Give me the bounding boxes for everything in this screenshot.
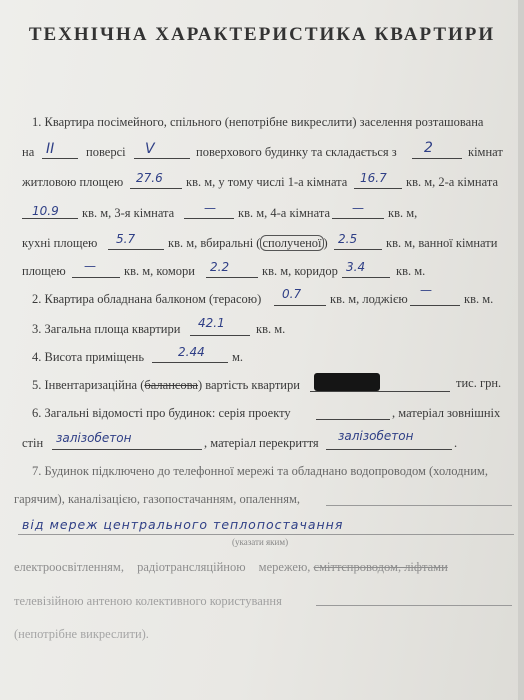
total-area-value: 42.1 <box>198 316 225 330</box>
underline <box>412 158 462 159</box>
underline <box>190 335 250 336</box>
p5-label <box>32 378 300 393</box>
p1-room3-label: кв. м, 3-я кімната <box>82 206 175 220</box>
underline <box>274 305 326 306</box>
p1-vbyralni <box>168 236 328 251</box>
p1-room1-label: кв. м, у тому числі 1-а кімната <box>186 175 348 189</box>
underline <box>18 534 514 535</box>
underline <box>326 449 452 450</box>
p1-kvm: кв. м, <box>388 206 418 220</box>
living-area-value: 27.6 <box>136 171 163 185</box>
p3-kvm: кв. м. <box>256 322 286 336</box>
p7-line-4 <box>14 560 448 575</box>
p3-label: 3. Загальна площа квартири <box>32 322 181 336</box>
underline <box>152 362 228 363</box>
p4-label: 4. Висота приміщень <box>32 350 145 364</box>
redaction-mark <box>314 373 380 391</box>
height-value: 2.44 <box>178 345 205 359</box>
p6-dot: . <box>454 436 458 450</box>
room3-value: — <box>204 201 216 215</box>
room1-value: 16.7 <box>360 171 387 185</box>
balcony-value: 0.7 <box>282 287 302 301</box>
p1-poversi: поверсі <box>86 145 126 159</box>
p6-perekryttia: , матеріал перекриття <box>204 436 319 450</box>
underline <box>334 249 382 250</box>
underline <box>184 218 234 219</box>
rooms-value: 2 <box>424 140 433 156</box>
p1-line-2b: поверхового будинку та складається з <box>196 145 397 159</box>
p7-line-6: (непотрібне викреслити). <box>14 627 149 641</box>
underline <box>206 277 258 278</box>
underline <box>410 305 460 306</box>
p2-loggia-label: кв. м, лоджією <box>330 292 408 306</box>
p1-kvm-end: кв. м. <box>396 264 426 278</box>
p7-hint: (указати яким) <box>232 537 289 547</box>
underline <box>310 391 450 392</box>
page-edge <box>518 0 524 700</box>
underline <box>134 158 190 159</box>
p1-vannoi: кв. м, ванної кімнати <box>386 236 498 250</box>
p7-line-4-a: електроосвітленням, радіотрансляційною мережею, <box>14 560 311 574</box>
underline <box>316 605 512 606</box>
p1-ploshcheyu: площею <box>22 264 66 278</box>
document-title: ТЕХНІЧНА ХАРАКТЕРИСТИКА КВАРТИРИ <box>28 24 496 45</box>
p1-line-1: 1. Квартира посімейного, спільного (непотрібне викреслити) заселення розташована <box>32 115 484 129</box>
underline <box>42 158 78 159</box>
loggia-value: — <box>420 283 432 297</box>
p4-m: м. <box>232 350 244 364</box>
p1-spoluchenoi: сполученої <box>262 236 322 250</box>
p5-balansova: балансова <box>144 378 198 392</box>
p2-label: 2. Квартира обладнана балконом (терасою) <box>32 292 262 306</box>
underline <box>316 419 390 420</box>
p1-na: на <box>22 145 35 159</box>
p7-line-5: телевізійною антеною колективного користування <box>14 594 282 608</box>
underline <box>354 188 402 189</box>
underline <box>342 277 390 278</box>
bathroom-value: — <box>84 259 96 273</box>
p1-close-paren: ) <box>323 236 328 250</box>
walls-value: залізобетон <box>56 431 132 445</box>
p2-kvm: кв. м. <box>464 292 494 306</box>
p1-kimnat: кімнат <box>468 145 503 159</box>
p1-kukhni: кухні площею <box>22 236 98 250</box>
floors-material-value: залізобетон <box>338 429 414 443</box>
p7-smittie: сміттєпроводом, ліфтами <box>313 560 448 574</box>
p7-line-1: 7. Будинок підключено до телефонної мережі та обладнано водопроводом (холодним, <box>32 464 488 478</box>
p6-material: , матеріал зовнішніх <box>392 406 501 420</box>
underline <box>52 449 202 450</box>
wc-value: 2.5 <box>338 232 358 246</box>
underline <box>332 218 384 219</box>
room4-value: — <box>352 201 364 215</box>
storeys-value: V <box>145 141 155 157</box>
p1-komory: кв. м, комори <box>124 264 195 278</box>
corridor-value: 3.4 <box>346 260 366 274</box>
room2-value: 10.9 <box>32 204 59 218</box>
p5-label-b: ) вартість квартири <box>197 378 300 392</box>
underline <box>22 218 78 219</box>
p7-line-2: гарячим), каналізацією, газопостачанням, опаленням, <box>14 492 300 506</box>
p6-stin: стін <box>22 436 44 450</box>
p1-korydor: кв. м, коридор <box>262 264 338 278</box>
p1-zhytlovoyu: житловою площею <box>22 175 124 189</box>
underline <box>108 249 164 250</box>
p6-label: 6. Загальні відомості про будинок: серія проекту <box>32 406 291 420</box>
underline <box>326 505 512 506</box>
p1-vbyralni-label: кв. м, вбиральні ( <box>168 236 261 250</box>
underline <box>72 277 120 278</box>
p1-room4-label: кв. м, 4-а кімната <box>238 206 331 220</box>
storage-value: 2.2 <box>210 260 230 274</box>
p5-label-a: 5. Інвентаризаційна ( <box>32 378 145 392</box>
underline <box>130 188 182 189</box>
kitchen-value: 5.7 <box>116 232 136 246</box>
p5-tys: тис. грн. <box>456 376 502 390</box>
floor-value: II <box>46 141 55 157</box>
p1-room2-label: кв. м, 2-а кімната <box>406 175 499 189</box>
heating-value: від мереж центрального теплопостачання <box>22 517 344 532</box>
